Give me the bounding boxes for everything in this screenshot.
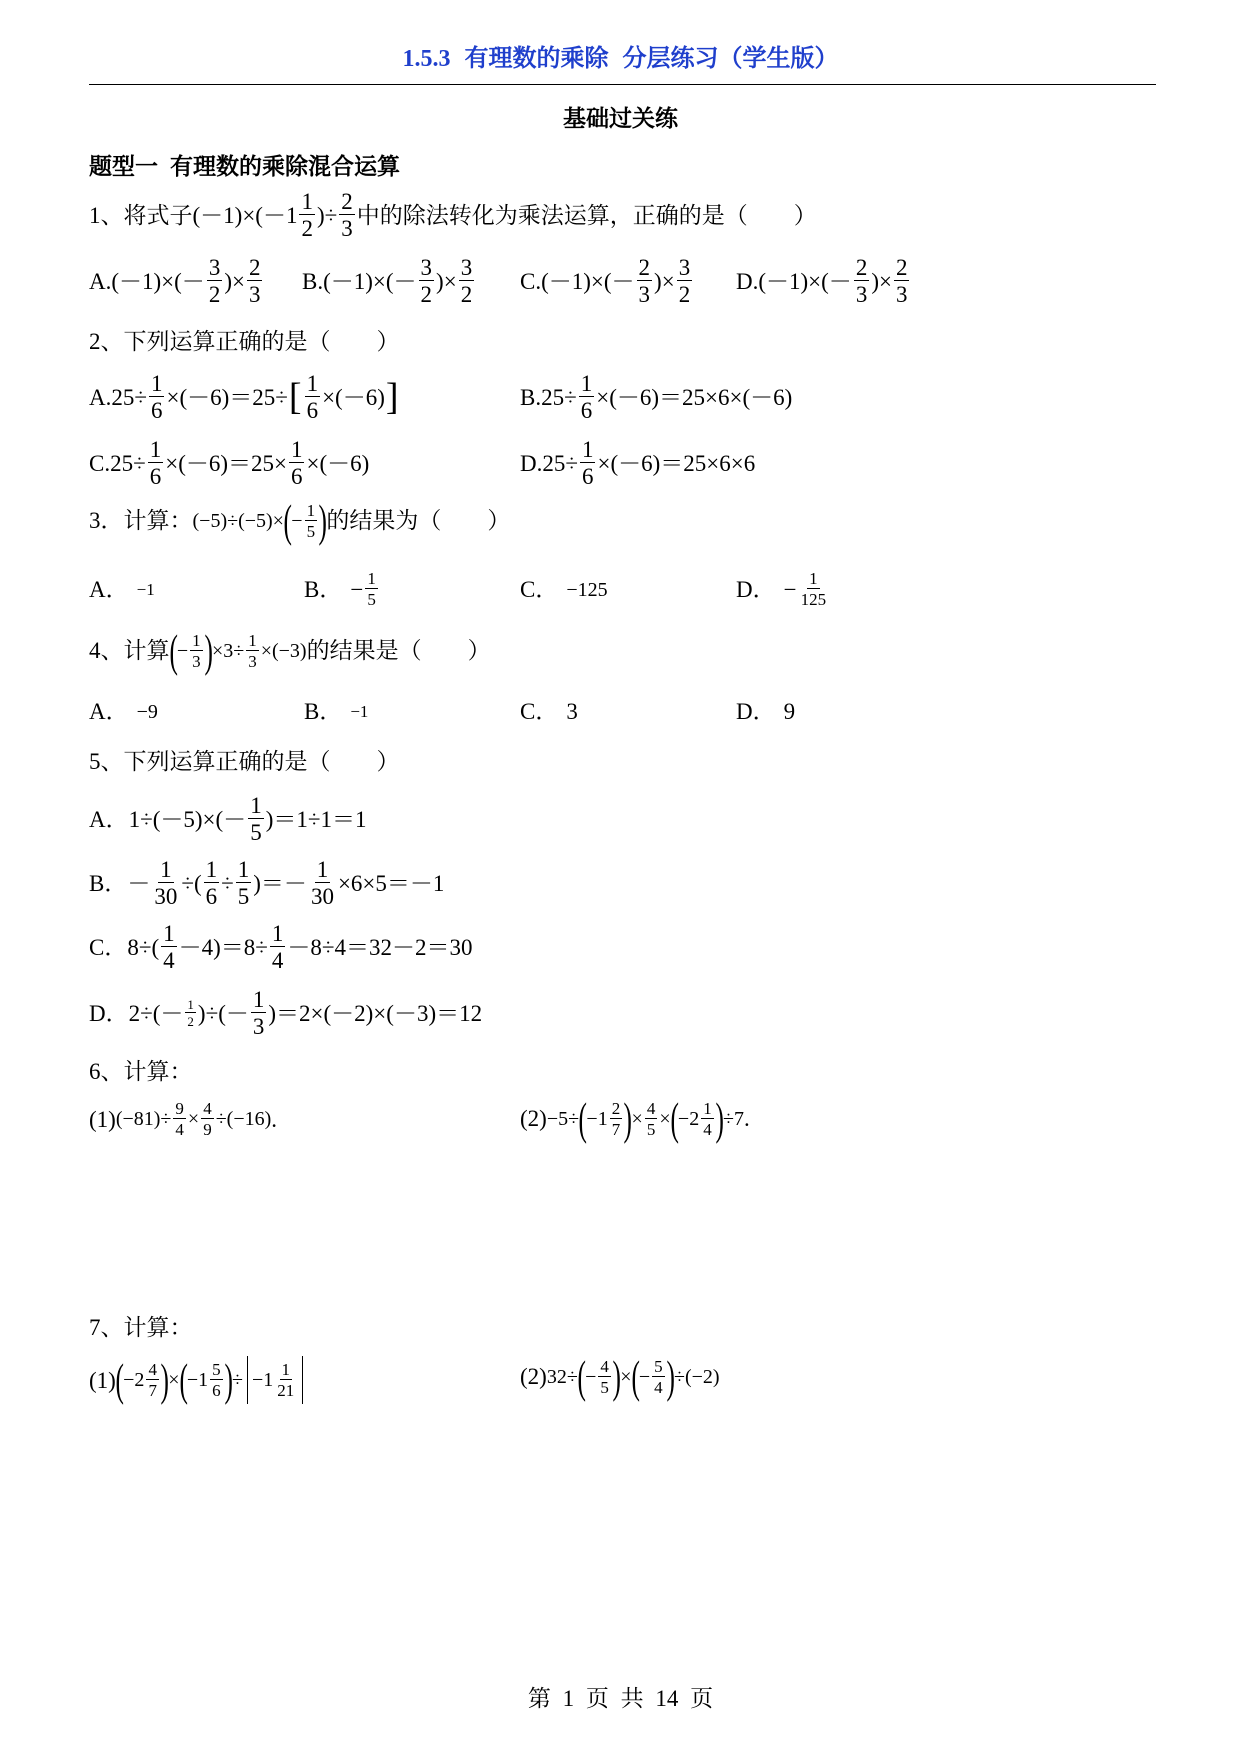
question-4-option-c[interactable]: C． 3 — [520, 699, 578, 724]
section-title: 基础过关练 — [563, 106, 678, 131]
question-4: 4、计算 ( − $\frac{1}{3}$ ) ×3÷ $\frac{1}{3}$ ×(−3) 的结果是（ ） — [89, 625, 491, 676]
question-5-option-d[interactable]: D．2÷(－ 1 2 )÷(－ 1 3 )＝2×(－2)×(－3)＝12 — [89, 987, 483, 1039]
question-1-option-d[interactable]: D.(－1)×(－ 2 3 )× $\frac{2}{3}$ — [736, 255, 908, 307]
header-rule — [89, 84, 1156, 85]
question-7: 7、计算： — [89, 1315, 193, 1340]
question-2-option-a[interactable]: A.25÷ $\frac{1}{6}$ ×(－6)＝25÷ [ $\frac{1}{6}$ ×(－6) ] — [89, 371, 399, 423]
question-5-option-c[interactable]: C．8÷( 1 4 －4)＝8÷ $\frac{1}{4}$ －8÷4＝32－2＝30 — [89, 921, 473, 973]
document-title: 1.5.3 有理数的乘除 分层练习（学生版） — [402, 46, 839, 72]
question-1: 1、将式子(－1)×(－1 1 2 )÷ $\frac{2}{3}$ 中的除法转化为乘法运算，正确的是（ ） — [89, 189, 817, 241]
question-type-heading: 题型一 有理数的乘除混合运算 — [89, 154, 400, 179]
question-4-option-a[interactable]: A． −9 — [89, 699, 158, 724]
question-2: 2、下列运算正确的是（ ） — [89, 329, 400, 354]
question-1-option-b[interactable]: B.(－1)×(－ 3 2 )× $\frac{3}{2}$ — [302, 255, 473, 307]
question-5-option-a[interactable]: A．1÷(－5)×(－ 1 5 )＝1÷1＝1 — [89, 793, 367, 845]
question-7-part-2: (2) 32÷ ( − $\frac{4}{5}$ ) × ( − $\frac{5}{4}$ ) ÷(−2) — [520, 1351, 720, 1402]
question-4-option-d[interactable]: D． 9 — [736, 699, 796, 724]
question-3: 3．计算： (−5)÷(−5)× ( − $\frac{1}{5}$ ) 的结果为（ ） — [89, 495, 511, 546]
question-1-option-c[interactable]: C.(－1)×(－ 2 3 )× $\frac{3}{2}$ — [520, 255, 691, 307]
question-7-part-1: (1) ( −2 4 7 ) × ( −1 5 6 ) ÷ −1 1 21 — [89, 1356, 307, 1404]
question-5-option-b[interactable]: B．－ $\frac{1}{30}$ ÷( $\frac{1}{6}$ ÷ $\frac{1}{5}$ )＝－ $\frac{1}{30}$ ×6×5＝－1 — [89, 857, 445, 909]
question-5: 5、下列运算正确的是（ ） — [89, 749, 400, 774]
question-1-option-a[interactable]: A.(－1)×(－ 3 2 )× $\frac{2}{3}$ — [89, 255, 261, 307]
question-6-part-1: (1) (−81)÷ $\frac{9}{4}$ × $\frac{4}{9}$ ÷(−16) . — [89, 1099, 278, 1139]
page-number: 第 1 页 共 14 页 — [527, 1686, 714, 1711]
question-3-option-b[interactable]: B． − $\frac{1}{5}$ — [304, 569, 376, 609]
question-6-part-2: (2) −5÷ ( −1 2 7 ) × $\frac{4}{5}$ × ( −2 1 4 ) ÷7 . — [520, 1093, 750, 1144]
question-2-option-d[interactable]: D.25÷ $\frac{1}{6}$ ×(－6)＝25×6×6 — [520, 437, 756, 489]
question-6: 6、计算： — [89, 1059, 193, 1084]
absolute-value-bar — [302, 1356, 303, 1404]
question-3-option-c[interactable]: C． −125 — [520, 577, 608, 602]
absolute-value-bar — [247, 1356, 248, 1404]
question-4-option-b[interactable]: B． −1 — [304, 699, 369, 724]
fraction: $\frac{2}{3}$ — [341, 189, 353, 241]
question-3-option-a[interactable]: A． −1 — [89, 577, 155, 602]
fraction: 1 2 — [301, 189, 313, 241]
question-3-option-d[interactable]: D． − $\frac{1}{125}$ — [736, 569, 827, 609]
question-2-option-c[interactable]: C.25÷ $\frac{1}{6}$ ×(－6)＝25× $\frac{1}{6}$ ×(－6) — [89, 437, 370, 489]
question-2-option-b[interactable]: B.25÷ $\frac{1}{6}$ ×(－6)＝25×6×(－6) — [520, 371, 793, 423]
